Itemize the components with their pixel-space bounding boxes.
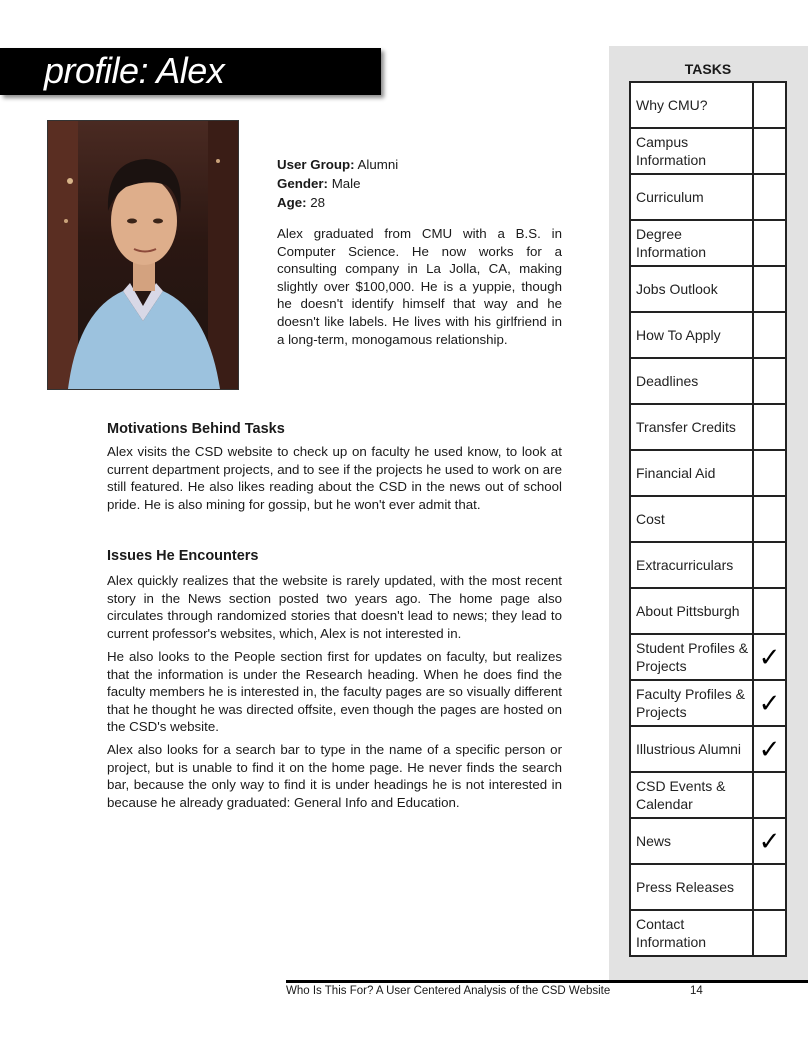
issues-paragraph-1: Alex quickly realizes that the website is rarely updated, with the most recent story in the News section posted two years ago. The home page also circulates through randomized stories that doesn't lead to news; they lead to current professor's websites, which, Alex is not interested in. [107, 573, 562, 641]
page-number: 14 [690, 985, 703, 997]
task-check-cell [754, 543, 785, 587]
age-label: Age: [277, 195, 307, 210]
page-title: profile: Alex [44, 50, 225, 91]
gender-line [277, 174, 562, 193]
task-row [629, 635, 787, 681]
task-row [629, 313, 787, 359]
task-check-cell [754, 451, 785, 495]
bio-text: Alex graduated from CMU with a B.S. in Computer Science. He now works for a consulting company in La Jolla, CA, making slightly over $100,000. He is a yuppie, though he doesn't identify himself that way and he doesn't like labels. He lives with his girlfriend in a long-term, monogamous relationship. [277, 226, 562, 347]
task-label: Illustrious Alumni [631, 727, 754, 771]
task-check-cell [754, 773, 785, 817]
footer-text: Who Is This For? A User Centered Analysis of the CSD Website [286, 985, 611, 997]
tasks-table [629, 81, 787, 957]
user-info [277, 155, 562, 212]
footer-divider [286, 980, 808, 983]
task-row [629, 221, 787, 267]
task-label: How To Apply [631, 313, 754, 357]
motivations-text: Alex visits the CSD website to check up on faculty he used know, to look at current department projects, and to see if the projects he used to work on are still featured. He also likes reading about the CSD in the news out of school pride. He is also mining for gossip, but he won't ever admit that. [107, 444, 562, 512]
task-label: Why CMU? [631, 83, 754, 127]
task-check-cell [754, 129, 785, 173]
task-check-cell [754, 497, 785, 541]
task-check-cell [754, 267, 785, 311]
issues-paragraph-3: Alex also looks for a search bar to type in the name of a specific person or project, but is unable to find it on the home page. He never finds the search bar, because the only way to find it is under headings he is not interested in because he already graduated: General Info and Education. [107, 742, 562, 810]
task-row [629, 267, 787, 313]
user-group-value: Alumni [357, 157, 399, 172]
tasks-heading: TASKS [684, 61, 732, 77]
task-check-cell [754, 405, 785, 449]
gender-label: Gender: [277, 176, 328, 191]
task-row [629, 589, 787, 635]
checkmark-icon: ✓ [758, 825, 781, 856]
task-label: Financial Aid [631, 451, 754, 495]
task-label: Degree Information [631, 221, 754, 265]
user-group-line [277, 155, 562, 174]
task-label: Extracurriculars [631, 543, 754, 587]
age-value: 28 [310, 195, 326, 210]
issues-heading: Issues He Encounters [107, 548, 259, 564]
task-row [629, 819, 787, 865]
task-row [629, 83, 787, 129]
task-row [629, 405, 787, 451]
task-check-cell [754, 83, 785, 127]
task-label: Campus Information [631, 129, 754, 173]
task-row [629, 129, 787, 175]
motivations-heading: Motivations Behind Tasks [107, 421, 285, 437]
checkmark-icon: ✓ [758, 641, 781, 672]
task-check-cell [754, 589, 785, 633]
task-row [629, 773, 787, 819]
task-label: Student Profiles & Projects [631, 635, 754, 679]
age-line [277, 193, 562, 212]
task-label: CSD Events & Calendar [631, 773, 754, 817]
task-check-cell [754, 175, 785, 219]
task-label: Cost [631, 497, 754, 541]
checkmark-icon: ✓ [758, 733, 781, 764]
task-check-cell [754, 359, 785, 403]
checkmark-icon: ✓ [758, 687, 781, 718]
task-row [629, 543, 787, 589]
profile-photo [47, 120, 239, 390]
task-label: Faculty Profiles & Projects [631, 681, 754, 725]
task-row [629, 359, 787, 405]
user-group-label: User Group: [277, 157, 355, 172]
task-label: Curriculum [631, 175, 754, 219]
task-label: About Pittsburgh [631, 589, 754, 633]
task-check-cell [754, 313, 785, 357]
task-check-cell [754, 911, 785, 955]
task-row [629, 497, 787, 543]
issues-paragraph-2: He also looks to the People section first for updates on faculty, but realizes that the information is under the Research heading. When he does find the faculty members he is interested in, the faculty pages are so visually different that he thought he was directed offsite, even though the pages are hosted on the CSD's website. [107, 649, 562, 735]
task-check-cell [754, 221, 785, 265]
task-row [629, 727, 787, 773]
task-label: Deadlines [631, 359, 754, 403]
task-row [629, 865, 787, 911]
task-row [629, 175, 787, 221]
task-row [629, 451, 787, 497]
task-label: Press Releases [631, 865, 754, 909]
task-label: Jobs Outlook [631, 267, 754, 311]
task-check-cell [754, 865, 785, 909]
gender-value: Male [331, 176, 361, 191]
task-row [629, 681, 787, 727]
task-row [629, 911, 787, 957]
title-bar [0, 48, 381, 95]
task-label: Transfer Credits [631, 405, 754, 449]
task-label: Contact Information [631, 911, 754, 955]
task-label: News [631, 819, 754, 863]
